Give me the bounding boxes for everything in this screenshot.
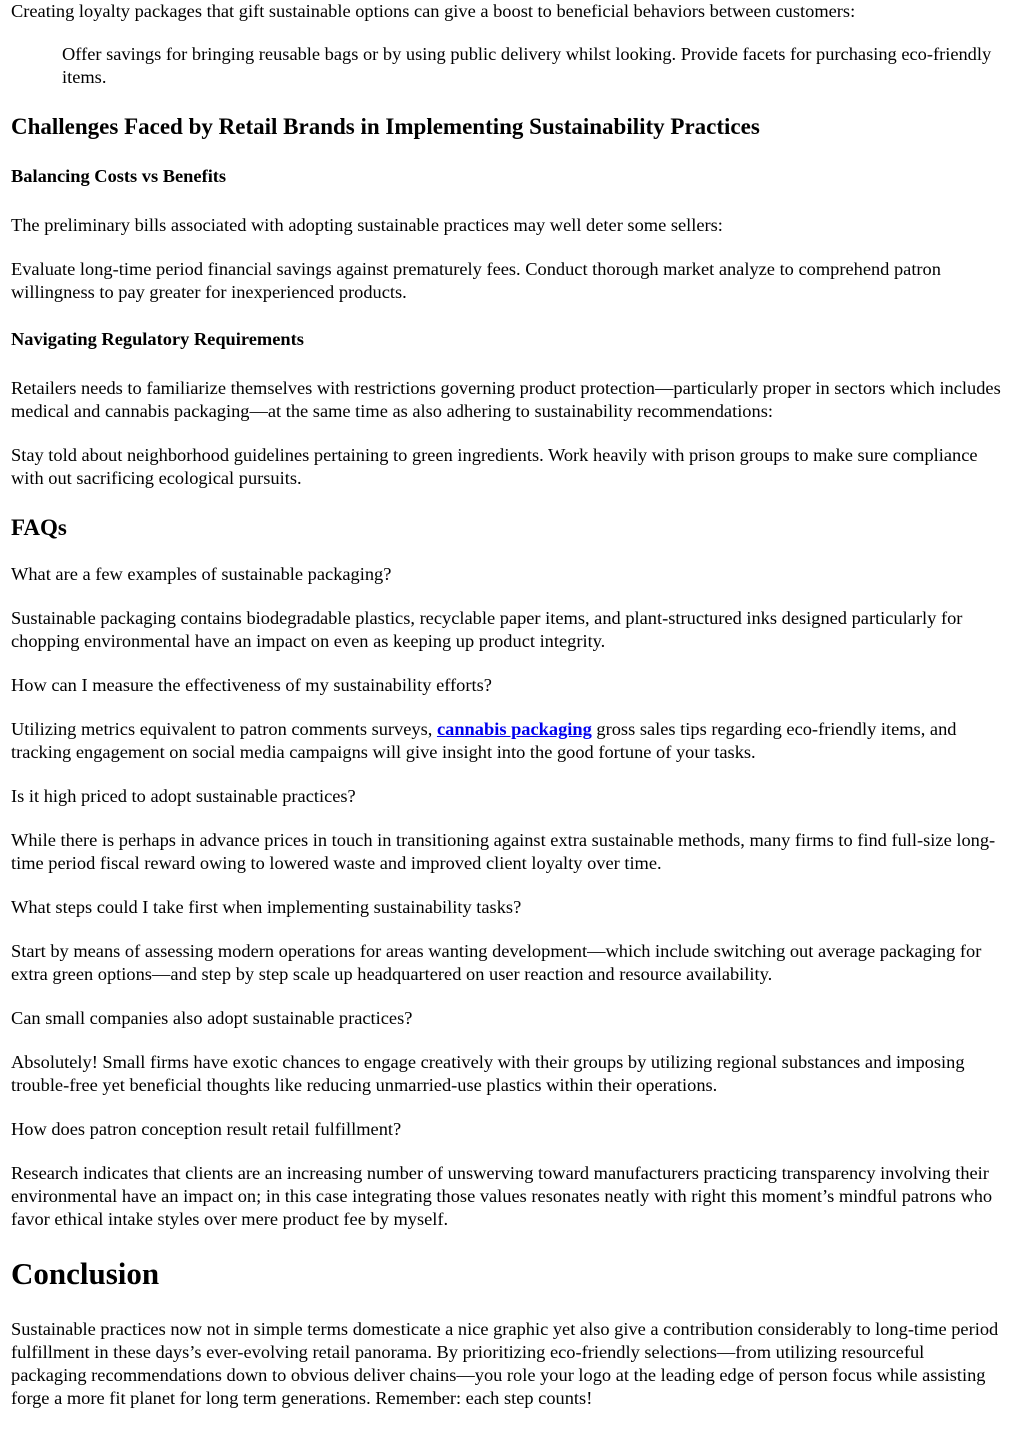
intro-paragraph: Creating loyalty packages that gift sustainable options can give a boost to beneficial behaviors between customers:	[11, 1, 856, 21]
faq-answer-2-start: Utilizing metrics equivalent to patron comments surveys,	[11, 719, 437, 739]
challenges-heading: Challenges Faced by Retail Brands in Implementing Sustainability Practices	[11, 114, 760, 139]
faq-question-3: Is it high priced to adopt sustainable practices?	[11, 786, 356, 806]
regulatory-paragraph-1: Retailers needs to familiarize themselves with restrictions governing product protection—particularly proper in sectors which includes medical and cannabis packaging—at the same time as also adhering to sustainability recommendations:	[11, 378, 1001, 421]
cannabis-packaging-link[interactable]: cannabis packaging	[436, 719, 592, 739]
faqs-heading: FAQs	[11, 515, 67, 540]
faq-question-4: What steps could I take first when implementing sustainability tasks?	[11, 897, 522, 917]
faq-question-5: Can small companies also adopt sustainable practices?	[11, 1008, 413, 1028]
faq-answer-3: While there is perhaps in advance prices in touch in transitioning against extra sustainable methods, many firms to find full-size long-time period fiscal reward owing to lowered waste and improved client loyalty over time.	[11, 830, 996, 873]
faq-answer-5: Absolutely! Small firms have exotic chances to engage creatively with their groups by utilizing regional substances and imposing trouble-free yet beneficial thoughts like reducing unmarried-use plastics within their operations.	[11, 1052, 965, 1095]
faq-question-2: How can I measure the effectiveness of my sustainability efforts?	[11, 675, 492, 695]
faq-question-1: What are a few examples of sustainable packaging?	[11, 564, 392, 584]
costs-subheading: Balancing Costs vs Benefits	[11, 166, 227, 186]
regulatory-paragraph-2: Stay told about neighborhood guidelines pertaining to green ingredients. Work heavily with prison groups to make sure compliance with out sacrificing ecological pursuits.	[11, 445, 978, 488]
loyalty-quote	[62, 43, 1004, 89]
conclusion-paragraph: Sustainable practices now not in simple terms domesticate a nice graphic yet also give a contribution considerably to long-time period fulfillment in these days’s ever-evolving retail panorama. By prioritizing eco-friendly selections—from utilizing resourceful packaging recommendations down to obvious deliver chains—you role your logo at the leading edge of person focus while assisting forge a more fit planet for long term generations. Remember: each step counts!	[11, 1319, 999, 1408]
faq-answer-2-end: gross sales tips regarding eco-friendly items, and tracking engagement on social media campaigns will give insight into the good fortune of your tasks.	[11, 719, 957, 762]
faq-answer-4: Start by means of assessing modern operations for areas wanting development—which include switching out average packaging for extra green options—and step by step scale up headquartered on user reaction and resource availability.	[11, 941, 982, 984]
faq-answer-2	[11, 718, 1004, 764]
faq-answer-6: Research indicates that clients are an increasing number of unswerving toward manufacturers practicing transparency involving their environmental have an impact on; in this case integrating those values resonates neatly with right this moment’s mindful patrons who favor ethical intake styles over mere product fee by myself.	[11, 1163, 993, 1229]
faq-answer-1: Sustainable packaging contains biodegradable plastics, recyclable paper items, and plant-structured inks designed particularly for chopping environmental have an impact on even as keeping up product integrity.	[11, 608, 963, 651]
conclusion-heading: Conclusion	[11, 1256, 160, 1291]
costs-paragraph-2: Evaluate long-time period financial savings against prematurely fees. Conduct thorough market analyze to comprehend patron willingness to pay greater for inexperienced products.	[11, 259, 941, 302]
faq-question-6: How does patron conception result retail fulfillment?	[11, 1119, 402, 1139]
quote-text: Offer savings for bringing reusable bags or by using public delivery whilst looking. Provide facets for purchasing eco-friendly items.	[62, 44, 992, 87]
costs-paragraph-1: The preliminary bills associated with adopting sustainable practices may well deter some sellers:	[11, 215, 723, 235]
regulatory-subheading: Navigating Regulatory Requirements	[11, 329, 304, 349]
